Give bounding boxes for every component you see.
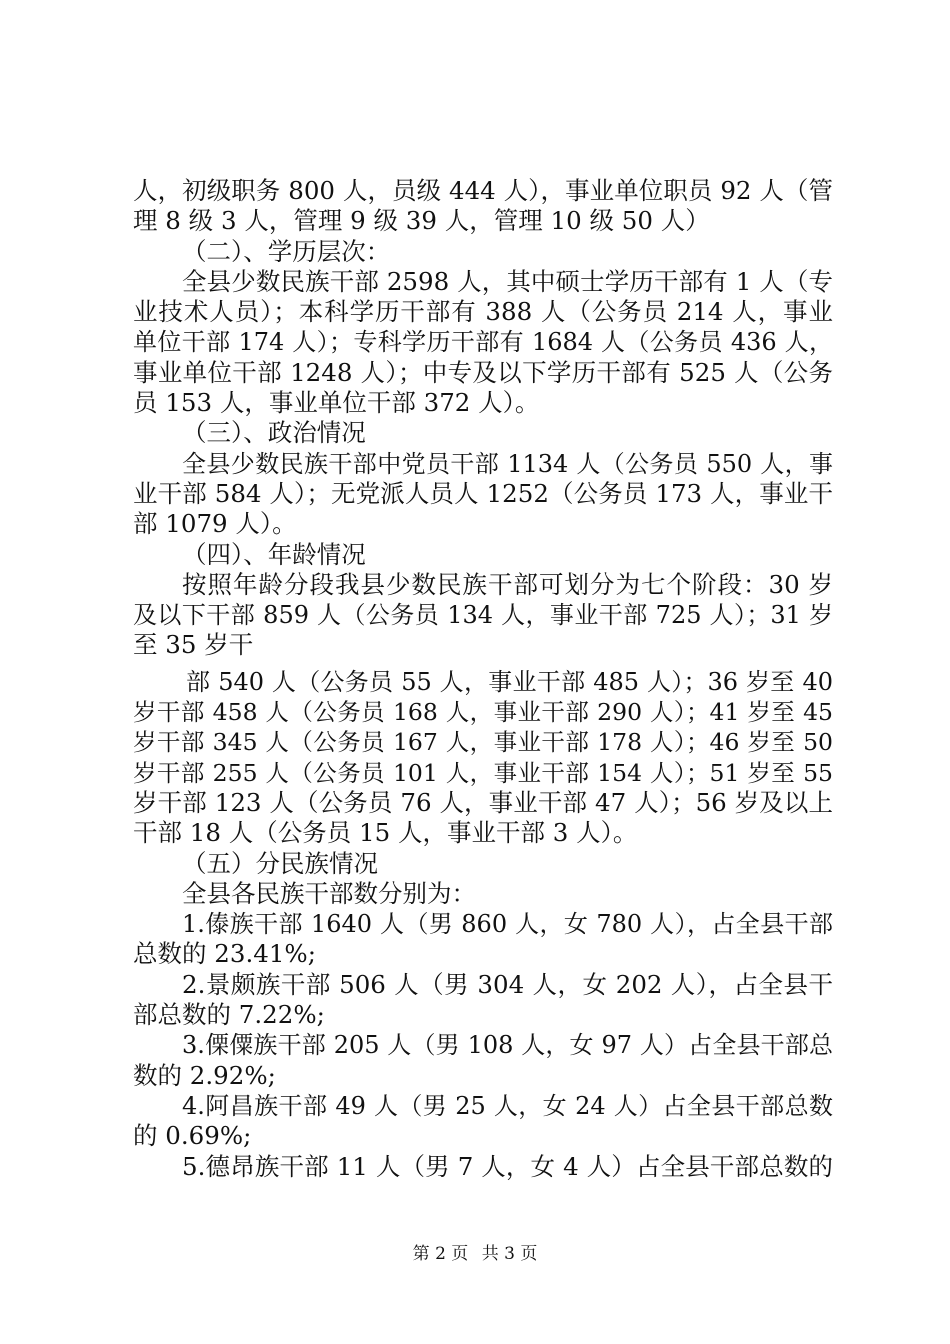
list-item: 2.景颇族干部 506 人（男 304 人，女 202 人），占全县干	[182, 969, 833, 999]
text-line: 及以下干部 859 人（公务员 134 人，事业干部 725 人）；31 岁	[133, 601, 833, 630]
text-line: 数的 2.92%;	[133, 1060, 276, 1090]
text-line: 的 0.69%;	[133, 1121, 252, 1151]
text-line: 全县少数民族干部中党员干部 1134 人（公务员 550 人，事	[182, 449, 833, 478]
page-number: 第 2 页	[412, 1244, 469, 1264]
section-heading: （五）分民族情况	[182, 848, 378, 878]
text-line: 事业单位干部 1248 人）；中专及以下学历干部有 525 人（公务	[133, 357, 833, 387]
text-line: 人，初级职务 800 人，员级 444 人），事业单位职员 92 人（管	[133, 176, 833, 205]
list-item: 1.傣族干部 1640 人（男 860 人，女 780 人），占全县干部	[182, 910, 833, 939]
section-heading: （三）、政治情况	[182, 418, 366, 448]
section-heading: （二）、学历层次：	[182, 236, 391, 266]
text-line: 岁干部 255 人（公务员 101 人，事业干部 154 人）；51 岁至 55	[133, 758, 833, 787]
text-line: 业干部 584 人）；无党派人员人 1252（公务员 173 人，事业干	[133, 478, 833, 508]
text-line: 全县少数民族干部 2598 人，其中硕士学历干部有 1 人（专	[182, 266, 833, 296]
text-line: 岁干部 123 人（公务员 76 人，事业干部 47 人）；56 岁及以上	[133, 787, 833, 817]
text-line: 理 8 级 3 人，管理 9 级 39 人，管理 10 级 50 人）	[133, 206, 710, 236]
section-heading: （四）、年龄情况	[182, 539, 366, 569]
text-line: 至 35 岁干	[133, 630, 254, 660]
text-line: 业技术人员）；本科学历干部有 388 人（公务员 214 人，事业	[133, 297, 833, 327]
text-line: 干部 18 人（公务员 15 人，事业干部 3 人）。	[133, 818, 638, 848]
list-item: 3.傈僳族干部 205 人（男 108 人，女 97 人）占全县干部总	[182, 1031, 833, 1060]
text-line: 按照年龄分段我县少数民族干部可划分为七个阶段：30 岁	[182, 569, 833, 599]
list-item: 4.阿昌族干部 49 人（男 25 人，女 24 人）占全县干部总数	[182, 1091, 833, 1120]
text-line: 部总数的 7.22%;	[133, 1000, 325, 1030]
page-total: 共 3 页	[481, 1244, 538, 1264]
text-line: 员 153 人，事业单位干部 372 人）。	[133, 388, 540, 418]
text-line: 全县各民族干部数分别为：	[182, 878, 476, 908]
document-body	[133, 176, 833, 1182]
text-line: 总数的 23.41%;	[133, 939, 316, 969]
list-item: 5.德昂族干部 11 人（男 7 人，女 4 人）占全县干部总数的	[182, 1151, 833, 1181]
text-line: 部 1079 人）。	[133, 509, 297, 539]
text-line: 岁干部 458 人（公务员 168 人，事业干部 290 人）；41 岁至 45	[133, 698, 833, 727]
text-line: 单位干部 174 人）；专科学历干部有 1684 人（公务员 436 人，	[133, 328, 833, 357]
text-line: 岁干部 345 人（公务员 167 人，事业干部 178 人）；46 岁至 50	[133, 728, 833, 757]
page-footer	[0, 1244, 950, 1264]
text-line: 部 540 人（公务员 55 人，事业干部 485 人）；36 岁至 40	[186, 667, 833, 696]
